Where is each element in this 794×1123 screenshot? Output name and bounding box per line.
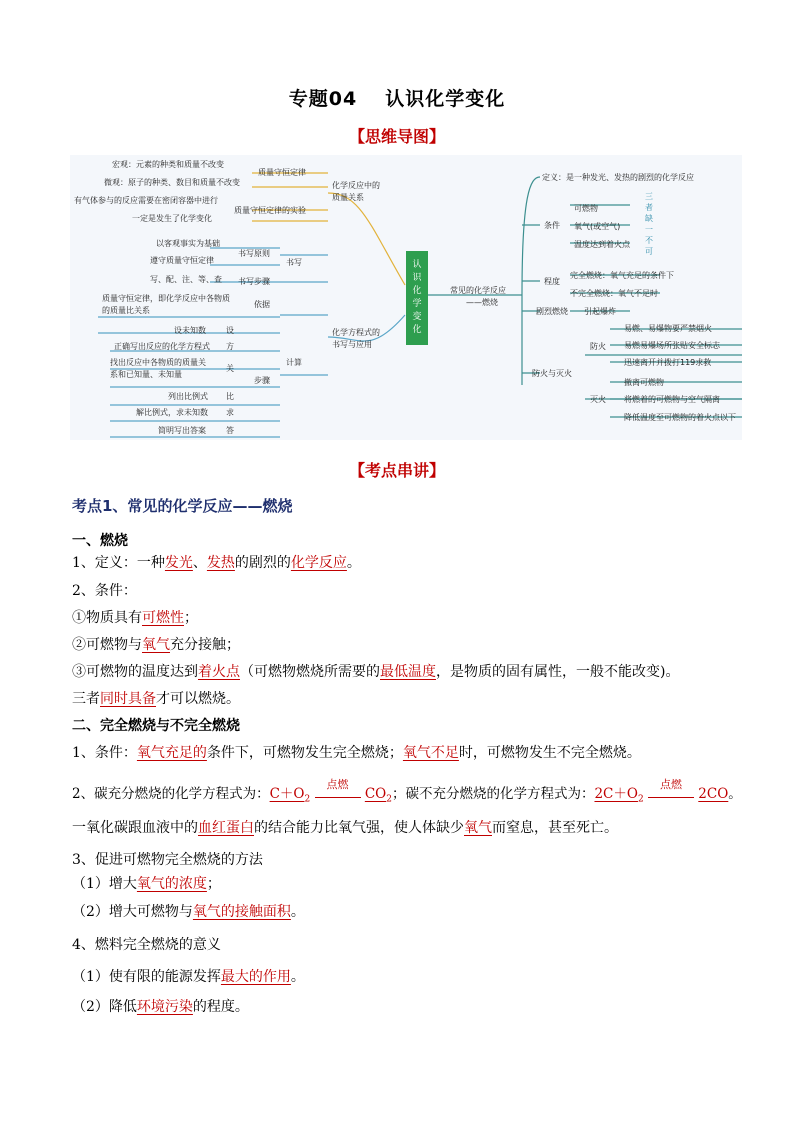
mindmap-heading: 【思维导图】 xyxy=(348,127,445,146)
meaning-heading: 4、燃料完全燃烧的意义 xyxy=(72,937,221,953)
node-closed: 有气体参与的反应需要在密闭容器中进行 xyxy=(74,196,218,205)
node-e2: 将燃着的可燃物与空气隔离 xyxy=(624,395,720,404)
node-violent1: 引起爆炸 xyxy=(584,307,616,316)
branch-combustion: 常见的化学反应 xyxy=(450,286,506,295)
node-steps: 步骤 xyxy=(254,376,270,385)
method-heading: 3、促进可燃物完全燃烧的方法 xyxy=(72,852,263,868)
node-deg2: 不完全燃烧：氧气不足时 xyxy=(570,289,658,298)
equation-1-reactant: $C+O_2$ xyxy=(269,786,311,805)
node-macro: 宏观：元素的种类和质量不改变 xyxy=(112,160,224,169)
method-2: （2）增大可燃物与氧气的接触面积。 xyxy=(72,904,305,920)
ignite-condition-2: 点燃 xyxy=(648,789,694,798)
step-3a: 找出反应中各物质的质量关 xyxy=(110,358,206,367)
topic-heading: 考点1、常见的化学反应——燃烧 xyxy=(72,497,293,515)
condition-1: ①物质具有可燃性； xyxy=(72,610,198,626)
step-1: 设未知数 xyxy=(174,326,206,335)
definition-line: 1、定义：一种发光、发热的剧烈的化学反应。 xyxy=(72,555,361,571)
mind-map xyxy=(70,155,742,440)
node-e3: 降低温度至可燃物的着火点以下 xyxy=(624,413,736,422)
all-three-line: 三者同时具备才可以燃烧。 xyxy=(72,691,240,707)
center-node-label: 认识化学变化 xyxy=(412,260,422,335)
node-p1: 易燃、易爆物要严禁烟火 xyxy=(624,324,712,333)
node-p3: 迅速离开并拨打119求救 xyxy=(624,358,712,367)
section-2-heading: 二、完全燃烧与不完全燃烧 xyxy=(72,718,240,734)
node-cond1: 可燃物 xyxy=(574,204,598,213)
step-3b: 系和已知量、未知量 xyxy=(110,370,182,379)
node-violent: 剧烈燃烧 xyxy=(536,307,568,316)
node-basis: 依据 xyxy=(254,300,270,309)
node-degree: 程度 xyxy=(544,277,560,286)
title-text: 认识化学变化 xyxy=(385,88,506,110)
node-def: 定义：是一种发光、发热的剧烈的化学反应 xyxy=(542,173,694,182)
section-1-heading: 一、燃烧 xyxy=(72,533,128,549)
ignite-condition-1: 点燃 xyxy=(315,789,361,798)
equation-2-product: 2CO xyxy=(698,786,729,802)
node-prevent: 防火 xyxy=(590,342,606,351)
tag-1: 设 xyxy=(226,326,234,335)
node-law: 质量守恒定律 xyxy=(258,168,306,177)
method-1: （1）增大氧气的浓度； xyxy=(72,876,221,892)
equation-1-product: $CO_2$ xyxy=(364,786,392,805)
tag-4: 比 xyxy=(226,392,234,401)
tag-6: 答 xyxy=(226,426,234,435)
node-basis-2: 的质量比关系 xyxy=(102,306,150,315)
node-cond2: 氧气(或空气) xyxy=(574,222,621,231)
node-micro: 微观：原子的种类、数目和质量不改变 xyxy=(104,178,240,187)
meaning-1: （1）使有限的能源发挥最大的作用。 xyxy=(72,969,305,985)
node-steps-list: 写、配、注、等、查 xyxy=(150,275,222,284)
tag-3: 关 xyxy=(226,364,234,373)
node-writing: 书写 xyxy=(286,258,302,267)
branch-quality: 化学反应中的质量关系 xyxy=(332,181,380,202)
condition-3: ③可燃物的温度达到着火点（可燃物燃烧所需要的最低温度，是物质的固有属性，一般不能改变)。 xyxy=(72,664,680,680)
node-deg1: 完全燃烧：氧气充足的条件下 xyxy=(570,271,674,280)
points-heading: 【考点串讲】 xyxy=(348,461,445,480)
step-5: 解比例式，求未知数 xyxy=(136,408,208,417)
node-p2: 易燃易爆场所张贴安全标志 xyxy=(624,341,720,350)
node-principle: 书写原则 xyxy=(238,249,270,258)
node-e1: 撤离可燃物 xyxy=(624,378,664,387)
node-vertical: 三者缺一不可 xyxy=(645,192,653,256)
node-fact: 以客观事实为基础 xyxy=(156,239,220,248)
equation-line: 2、碳充分燃烧的化学方程式为：$C+O_2$ 点燃 $CO_2$；碳不充分燃烧的化学方程式为：$2C+O_2$ 点燃 2CO。 xyxy=(72,778,742,805)
conditions-line: 2、条件： xyxy=(72,583,137,599)
node-chem-change: 一定是发生了化学变化 xyxy=(132,214,212,223)
node-fire: 防火与灭火 xyxy=(532,369,572,378)
complete-condition-line: 1、条件：氧气充足的条件下，可燃物发生完全燃烧；氧气不足时，可燃物发生不完全燃烧。 xyxy=(72,745,641,761)
co-line: 一氧化碳跟血液中的血红蛋白的结合能力比氧气强，使人体缺少氧气而窒息，甚至死亡。 xyxy=(72,820,618,836)
node-follow: 遵守质量守恒定律 xyxy=(150,256,214,265)
step-6: 简明写出答案 xyxy=(158,426,206,435)
branch-combustion-2: ——燃烧 xyxy=(466,298,498,307)
page-title xyxy=(0,84,794,111)
title-number: 专题04 xyxy=(288,88,358,110)
node-steps-write: 书写步骤 xyxy=(238,277,270,286)
branch-equation: 化学方程式的书写与应用 xyxy=(332,328,380,349)
node-calc: 计算 xyxy=(286,358,302,367)
node-cond3: 温度达到着火点 xyxy=(574,240,630,249)
node-cond: 条件 xyxy=(544,221,560,230)
node-ext: 灭火 xyxy=(590,395,606,404)
equation-2-reactant: $2C+O_2$ xyxy=(594,786,644,805)
step-4: 列出比例式 xyxy=(168,392,208,401)
tag-5: 求 xyxy=(226,408,234,417)
step-2: 正确写出反应的化学方程式 xyxy=(114,342,210,351)
node-basis-1: 质量守恒定律，即化学反应中各物质 xyxy=(102,294,230,303)
node-law-exp: 质量守恒定律的实验 xyxy=(234,206,306,215)
meaning-2: （2）降低环境污染的程度。 xyxy=(72,999,249,1015)
condition-2: ②可燃物与氧气充分接触； xyxy=(72,637,240,653)
tag-2: 方 xyxy=(226,342,234,351)
